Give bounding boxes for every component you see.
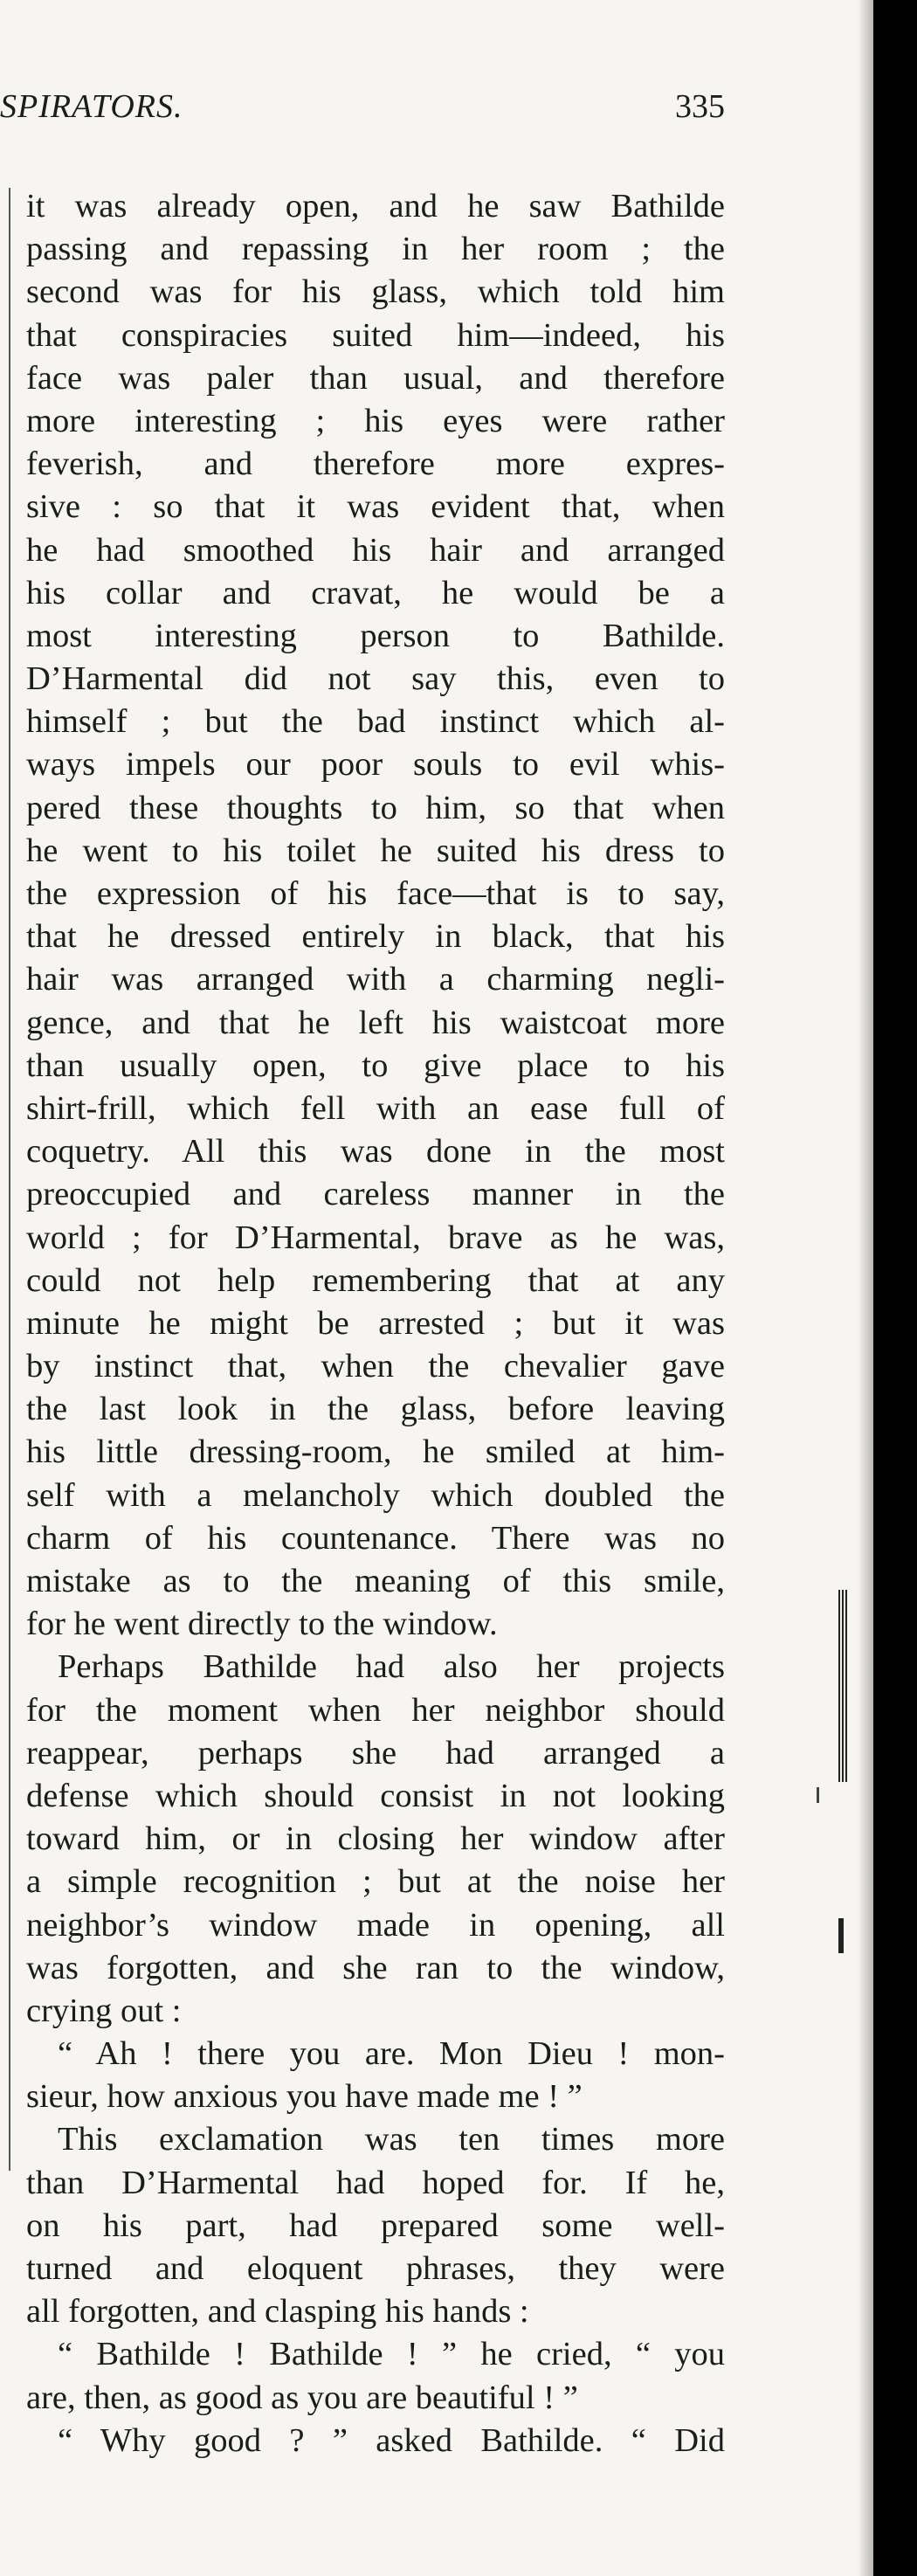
text-line: his little dressing-room, he smiled at him- — [26, 1433, 725, 1471]
text-line: on his part, had prepared some well- — [26, 2207, 725, 2244]
margin-rule — [9, 188, 10, 2171]
page-edge-shadow — [858, 0, 873, 2576]
text-line: preoccupied and careless manner in the — [26, 1176, 725, 1213]
text-line: reappear, perhaps she had arranged a — [26, 1734, 725, 1771]
text-line: “ Ah ! there you are. Mon Dieu ! mon- — [58, 2035, 725, 2073]
text-line: pered these thoughts to him, so that when — [26, 789, 725, 826]
text-line: mistake as to the meaning of this smile, — [26, 1563, 725, 1599]
text-line: the last look in the glass, before leaving — [26, 1391, 725, 1428]
text-line: than usually open, to give place to his — [26, 1046, 725, 1084]
text-line: toward him, or in closing her window after — [26, 1820, 725, 1858]
text-line: his collar and cravat, he would be a — [26, 574, 725, 611]
text-line: neighbor’s window made in opening, all — [26, 1906, 725, 1944]
text-line: for the moment when her neighbor should — [26, 1691, 725, 1729]
text-line: defense which should consist in not looking — [26, 1777, 725, 1814]
text-line: world ; for D’Harmental, brave as he was, — [26, 1219, 725, 1256]
text-line: are, then, as good as you are beautiful ! ” — [26, 2379, 578, 2416]
text-line: that conspiracies suited him—indeed, his — [26, 316, 725, 354]
text-line: that he dressed entirely in black, that his — [26, 918, 725, 956]
text-line: sive : so that it was evident that, when — [26, 488, 725, 526]
text-line: most interesting person to Bathilde. — [26, 617, 725, 654]
text-line: crying out : — [26, 1992, 182, 2029]
page-number: 335 — [675, 88, 725, 125]
edge-artifact — [838, 1918, 844, 1953]
text-line: all forgotten, and clasping his hands : — [26, 2293, 529, 2331]
text-line: the expression of his face—that is to say, — [26, 875, 725, 912]
text-line: sieur, how anxious you have made me ! ” — [26, 2078, 583, 2116]
text-line: coquetry. All this was done in the most — [26, 1133, 725, 1171]
page-header — [0, 87, 725, 140]
text-line: second was for his glass, which told him — [26, 273, 725, 311]
text-line: D’Harmental did not say this, even to — [26, 660, 725, 698]
text-line: “ Bathilde ! Bathilde ! ” he cried, “ you — [58, 2336, 725, 2373]
text-line: it was already open, and he saw Bathilde — [26, 188, 725, 224]
text-line: hair was arranged with a charming negli- — [26, 961, 725, 998]
text-line: by instinct that, when the chevalier gave — [26, 1348, 725, 1385]
text-line: This exclamation was ten times more — [58, 2121, 725, 2158]
text-line: “ Why good ? ” asked Bathilde. “ Did — [58, 2421, 725, 2459]
text-line: feverish, and therefore more expres- — [26, 445, 725, 483]
text-line: for he went directly to the window. — [26, 1606, 498, 1643]
text-line: face was paler than usual, and therefore — [26, 359, 725, 397]
text-line: minute he might be arrested ; but it was — [26, 1304, 725, 1342]
body-text — [26, 185, 725, 2462]
book-spine-edge — [873, 0, 917, 2576]
text-line: he went to his toilet he suited his dress to — [26, 832, 725, 869]
text-line: turned and eloquent phrases, they were — [26, 2250, 725, 2287]
text-line: Perhaps Bathilde had also her projects — [58, 1648, 725, 1686]
text-line: a simple recognition ; but at the noise her — [26, 1863, 725, 1901]
text-line: charm of his countenance. There was no — [26, 1519, 725, 1557]
text-line: he had smoothed his hair and arranged — [26, 531, 725, 569]
text-line: himself ; but the bad instinct which al- — [26, 703, 725, 741]
running-head: SPIRATORS. — [0, 88, 183, 125]
text-line: passing and repassing in her room ; the — [26, 231, 725, 268]
text-line: than D’Harmental had hoped for. If he, — [26, 2164, 725, 2201]
text-line: self with a melancholy which doubled the — [26, 1476, 725, 1514]
text-line: ways impels our poor souls to evil whis- — [26, 746, 725, 784]
edge-artifact — [817, 1787, 819, 1803]
text-line: gence, and that he left his waistcoat more — [26, 1004, 725, 1041]
text-line: could not help remembering that at any — [26, 1261, 725, 1299]
text-line: was forgotten, and she ran to the window, — [26, 1949, 725, 1986]
edge-artifact — [838, 1590, 847, 1782]
text-line: more interesting ; his eyes were rather — [26, 402, 725, 439]
text-line: shirt-frill, which fell with an ease full of — [26, 1089, 725, 1127]
